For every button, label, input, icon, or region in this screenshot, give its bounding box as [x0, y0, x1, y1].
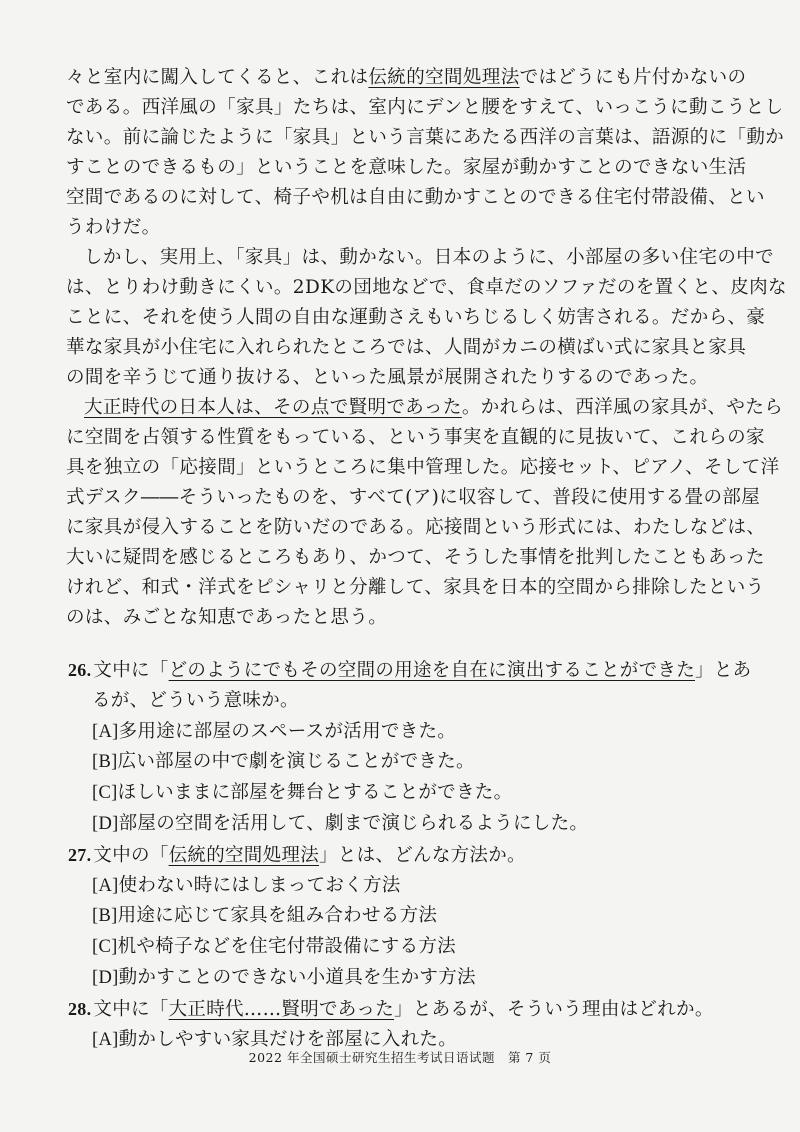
option-text: 動かすことのできない小道具を生かす方法	[118, 966, 476, 988]
question-block	[68, 655, 752, 840]
answer-option	[68, 871, 748, 902]
question-text: 」とあ	[695, 660, 752, 681]
option-text: 使わない時にはしまっておく方法	[118, 874, 401, 896]
passage-line	[66, 423, 765, 453]
option-label: [C]	[92, 937, 118, 958]
passage-text: ではどうにも片付かないの	[519, 67, 747, 88]
passage-line	[66, 543, 765, 573]
passage-text: 大いに疑問を感じるところもあり、かつて、そうした事情を批判したこともあった	[66, 547, 765, 568]
question-number: 28.	[68, 998, 92, 1019]
answer-option	[68, 932, 748, 963]
question-number: 26.	[68, 660, 92, 680]
question-stem	[68, 840, 748, 871]
option-label: [B]	[92, 752, 118, 773]
answer-option	[68, 747, 748, 778]
passage-line	[66, 153, 746, 183]
option-label: [A]	[92, 721, 119, 742]
option-label: [C]	[92, 783, 118, 804]
passage-text: 華な家具が小住宅に入れられたところでは、人間がカニの横ばい式に家具と家具	[66, 337, 747, 358]
passage-text: 。かれらは、西洋風の家具が、やたら	[461, 397, 784, 418]
passage-line	[66, 393, 784, 423]
passage-text: 々と室内に闖入してくると、これは	[66, 67, 369, 88]
passage-text: けれど、和式・洋式をピシャリと分離して、家具を日本的空間から排除したという	[66, 577, 765, 598]
option-label: [D]	[92, 967, 119, 988]
passage-line	[66, 333, 746, 363]
passage-line	[66, 183, 765, 213]
option-text: 動かしやすい家具だけを部屋に入れた。	[118, 1028, 457, 1050]
answer-option	[68, 901, 748, 932]
passage-text: ない。前に論じたように「家具」という言葉にあたる西洋の言葉は、語源的に「動か	[66, 127, 785, 148]
option-text: 多用途に部屋のスペースが活用できた。	[118, 720, 457, 742]
question-text: 文中の「	[93, 844, 169, 866]
question-block	[68, 840, 748, 994]
passage-line	[66, 453, 780, 483]
question-text: 文中に「	[93, 998, 169, 1020]
question-text: 」とは、どんな方法か。	[319, 844, 526, 866]
option-label: [A]	[92, 1029, 119, 1050]
passage-text: 具を独立の「応接間」というところに集中管理した。応接セット、ピアノ、そして洋	[66, 457, 780, 478]
passage-text: のは、みごとな知恵であったと思う。	[66, 607, 388, 628]
passage-text: に家具が侵入することを防いだのである。応接間という形式には、わたしなどは、	[66, 517, 766, 538]
passage-text: である。西洋風の「家具」たちは、室内にデンと腰をすえて、いっこうに動こうとし	[66, 97, 784, 118]
underlined-phrase: 伝統的空間処理法	[368, 67, 520, 88]
question-list	[68, 655, 752, 1055]
option-label: [B]	[92, 906, 118, 927]
passage-line	[66, 93, 784, 123]
passage-line	[66, 483, 761, 513]
passage-text: しかし、実用上、「家具」は、動かない。日本のように、小部屋の多い住宅の中で	[84, 247, 775, 268]
passage-line	[66, 573, 765, 603]
reading-passage	[66, 63, 787, 633]
option-text: 机や椅子などを住宅付帯設備にする方法	[117, 936, 456, 958]
page-footer: 2022 年全国硕士研究生招生考试日语试题 第 7 页	[248, 1050, 552, 1065]
passage-text: うわけだ。	[66, 217, 161, 238]
answer-option	[68, 809, 748, 840]
passage-line	[66, 303, 766, 333]
underlined-phrase: 大正時代の日本人は、その点で賢明であった	[84, 397, 462, 418]
passage-text: に空間を占領する性質をもっている、という事実を直観的に見抜いて、これらの家	[66, 427, 765, 448]
passage-line	[66, 123, 785, 153]
passage-text: 式デスク――そういったものを、すべて(ア)に収容して、普段に使用する畳の部屋	[66, 487, 761, 508]
question-block	[68, 994, 748, 1056]
passage-line	[66, 513, 766, 543]
question-text: 文中に「	[93, 660, 169, 681]
passage-text: ことに、それを使う人間の自由な運動さえもいちじるしく妨害される。だから、豪	[66, 307, 766, 328]
passage-line	[66, 213, 746, 243]
passage-text: すことのできるもの」ということを意味した。家屋が動かすことのできない生活	[66, 157, 747, 178]
question-stem	[68, 994, 748, 1025]
underlined-phrase: 大正時代……賢明であった	[168, 998, 395, 1020]
option-text: 用途に応じて家具を組み合わせる方法	[117, 905, 438, 927]
option-label: [D]	[92, 813, 119, 834]
option-text: ほしいままに部屋を舞台とすることができた。	[117, 782, 513, 804]
passage-line	[66, 63, 746, 93]
answer-option	[68, 963, 748, 994]
passage-line	[66, 273, 787, 303]
underlined-phrase: どのようにでもその空間の用途を自在に演出することができた	[168, 660, 696, 681]
question-text: 」とあるが、そういう理由はどれか。	[394, 998, 714, 1020]
passage-text: は、とりわけ動きにくい。2DKの団地などで、食卓だのソファだのを置くと、皮肉な	[66, 277, 787, 298]
passage-line	[66, 363, 746, 393]
passage-text: の間を辛うじて通り抜ける、といった風景が展開されたりするのであった。	[66, 367, 709, 388]
underlined-phrase: 伝統的空間処理法	[168, 844, 320, 866]
question-text: るが、どういう意味か。	[92, 689, 299, 711]
answer-option	[68, 717, 748, 748]
passage-text: 空間であるのに対して、椅子や机は自由に動かすことのできる住宅付帯設備、とい	[66, 187, 765, 208]
question-number: 27.	[68, 844, 92, 865]
passage-line	[66, 243, 775, 273]
question-stem	[68, 655, 752, 686]
option-text: 部屋の空間を活用して、劇まで演じられるようにした。	[118, 812, 589, 834]
passage-line	[66, 603, 746, 633]
option-label: [A]	[92, 875, 119, 896]
option-text: 広い部屋の中で劇を演じることができた。	[117, 751, 475, 773]
answer-option	[68, 778, 748, 809]
